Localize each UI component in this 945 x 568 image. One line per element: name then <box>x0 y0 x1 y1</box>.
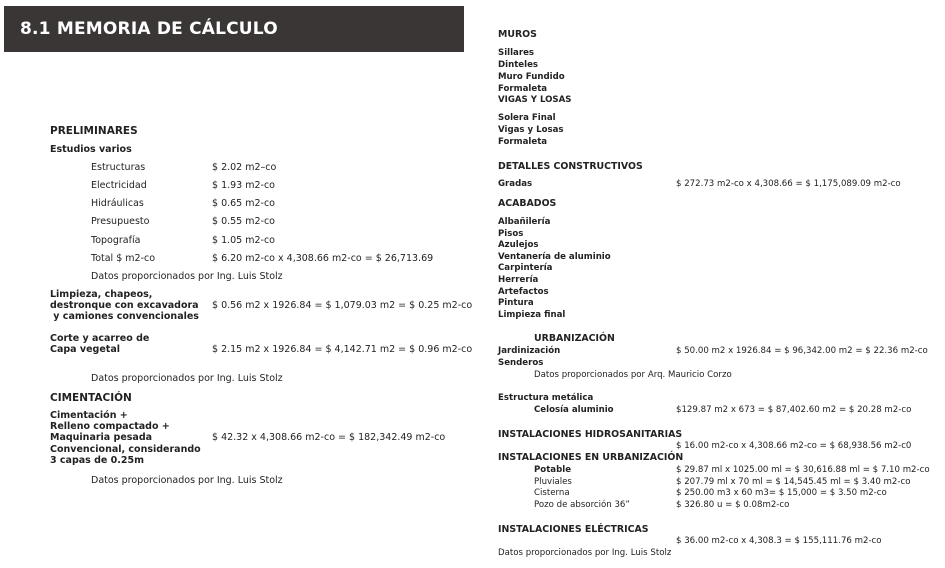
section-cimentacion: CIMENTACIÓN <box>50 392 132 404</box>
subsection-estudios: Estudios varios <box>50 144 132 155</box>
total-label: Total $ m2-co <box>91 253 156 264</box>
item-value: $ 2.02 m2–co <box>212 162 277 173</box>
source-note: Datos proporcionados por Arq. Mauricio Corzo <box>534 370 732 380</box>
acabados-item: Pintura <box>498 298 534 308</box>
source-note: Datos proporcionados por Ing. Luis Stolz <box>91 271 283 282</box>
urb-item-label: Potable <box>534 465 572 475</box>
urb-item-value: $ 207.79 ml x 70 ml = $ 14,545.45 ml = $ 3.40 m2-co <box>676 477 911 487</box>
urb-item-value: $ 326.80 u = $ 0.08m2-co <box>676 500 790 510</box>
gradas-label: Gradas <box>498 179 533 189</box>
muros-item: Formaleta <box>498 84 548 94</box>
acabados-item: Pisos <box>498 229 524 239</box>
item-value: $ 0.55 m2-co <box>212 216 275 227</box>
estructura-label: Estructura metálica <box>498 393 594 403</box>
gradas-value: $ 272.73 m2-co x 4,308.66 = $ 1,175,089.09 m2-co <box>676 179 901 189</box>
urb-item-value: $ 250.00 m3 x 60 m3= $ 15,000 = $ 3.50 m2-co <box>676 488 887 498</box>
section-inst-urb: INSTALACIONES EN URBANIZACIÓN <box>498 452 684 463</box>
muros-item: Muro Fundido <box>498 72 565 82</box>
muros-item: Formaleta <box>498 137 548 147</box>
electricas-value: $ 36.00 m2-co x 4,308.3 = $ 155,111.76 m2-co <box>676 536 882 546</box>
acabados-item: Herrería <box>498 275 539 285</box>
jardin-label: Jardinización <box>498 346 561 356</box>
acabados-item: Azulejos <box>498 240 539 250</box>
urb-item-label: Pluviales <box>534 477 572 487</box>
urb-item-value: $ 29.87 ml x 1025.00 ml = $ 30,616.88 ml = $ 7.10 m2-co <box>676 465 930 475</box>
section-acabados: ACABADOS <box>498 198 557 209</box>
celosia-label: Celosía aluminio <box>534 405 614 415</box>
item-label: Electricidad <box>91 180 147 191</box>
item-value: $ 1.93 m2-co <box>212 180 275 191</box>
urb-item-label: Cisterna <box>534 488 570 498</box>
item-label: Presupuesto <box>91 216 150 227</box>
acabados-item: Carpintería <box>498 263 553 273</box>
item-value: $ 1.05 m2-co <box>212 235 275 246</box>
section-detalles: DETALLES CONSTRUCTIVOS <box>498 161 643 172</box>
acabados-item: Artefactos <box>498 287 549 297</box>
section-electricas: INSTALACIONES ELÉCTRICAS <box>498 524 649 535</box>
item-label: Topografía <box>91 235 141 246</box>
page-title: 8.1 MEMORIA DE CÁLCULO <box>20 19 278 39</box>
cimentacion-value: $ 42.32 x 4,308.66 m2-co = $ 182,342.49 m2-co <box>212 432 446 443</box>
muros-item: Dinteles <box>498 60 539 70</box>
page-title-bar <box>4 6 464 52</box>
acabados-item: Ventanería de aluminio <box>498 252 611 262</box>
hidro-value: $ 16.00 m2-co x 4,308.66 m2-co = $ 68,938.56 m2-c0 <box>676 441 912 451</box>
acabados-item: Albañilería <box>498 217 551 227</box>
limpieza-value: $ 0.56 m2 x 1926.84 = $ 1,079.03 m2 = $ 0.25 m2-co <box>212 300 473 311</box>
corte-value: $ 2.15 m2 x 1926.84 = $ 4,142.71 m2 = $ 0.96 m2-co <box>212 344 473 355</box>
total-value: $ 6.20 m2-co x 4,308.66 m2-co = $ 26,713.69 <box>212 253 434 264</box>
item-label: Hidráulicas <box>91 198 144 209</box>
muros-item: Vigas y Losas <box>498 125 564 135</box>
source-note: Datos proporcionados por Ing. Luis Stolz <box>498 548 672 558</box>
jardin-value: $ 50.00 m2 x 1926.84 = $ 96,342.00 m2 = $ 22.36 m2-co <box>676 346 928 356</box>
muros-item: VIGAS Y LOSAS <box>498 95 572 105</box>
section-hidro: INSTALACIONES HIDROSANITARIAS <box>498 429 683 440</box>
acabados-item: Limpieza final <box>498 310 566 320</box>
celosia-value: $129.87 m2 x 673 = $ 87,402.60 m2 = $ 20.28 m2-co <box>676 405 912 415</box>
cimentacion-label: Cimentación + Relleno compactado + Maquinaria pesada Convencional, considerando 3 capas de 0.25m <box>50 410 201 466</box>
senderos-label: Senderos <box>498 358 544 368</box>
source-note: Datos proporcionados por Ing. Luis Stolz <box>91 373 283 384</box>
section-urbanizacion: URBANIZACIÓN <box>534 333 615 344</box>
muros-item: Solera Final <box>498 113 556 123</box>
section-preliminares: PRELIMINARES <box>50 125 138 137</box>
source-note: Datos proporcionados por Ing. Luis Stolz <box>91 475 283 486</box>
limpieza-label: Limpieza, chapeos, destronque con excavadora y camiones convencionales <box>50 289 199 322</box>
muros-item: Sillares <box>498 48 535 58</box>
corte-label: Corte y acarreo de Capa vegetal <box>50 333 150 355</box>
item-label: Estructuras <box>91 162 146 173</box>
urb-item-label: Pozo de absorción 36” <box>534 500 630 510</box>
section-muros: MUROS <box>498 29 537 40</box>
item-value: $ 0.65 m2-co <box>212 198 275 209</box>
